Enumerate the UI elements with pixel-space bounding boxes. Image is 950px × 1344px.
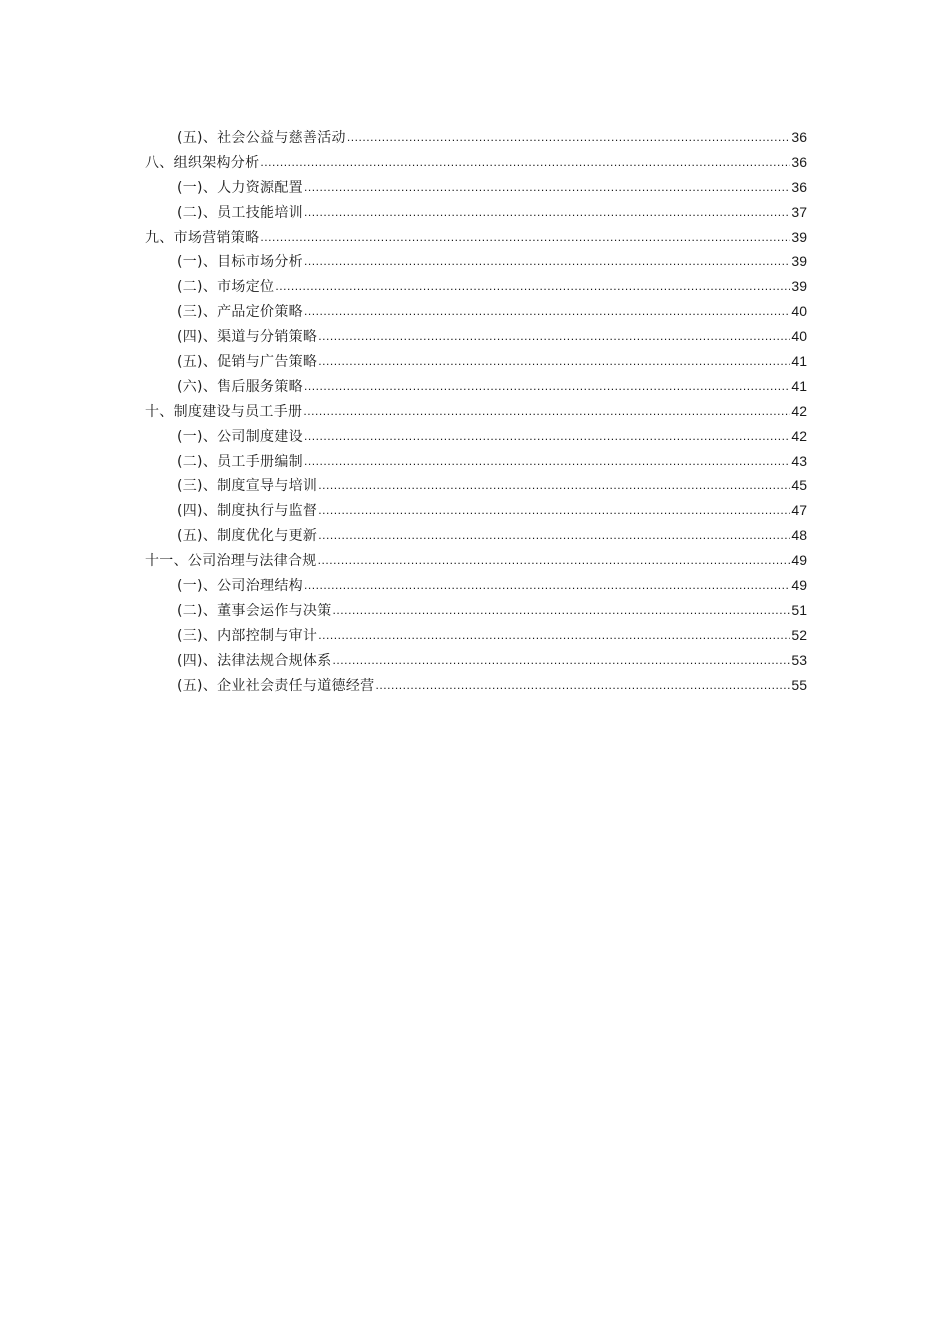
toc-entry-title: (五)、制度优化与更新 <box>177 528 318 545</box>
toc-dot-leader <box>304 424 790 449</box>
toc-page-number: 51 <box>791 601 807 618</box>
toc-entry[interactable] <box>145 498 807 523</box>
toc-entry-title: (二)、员工技能培训 <box>177 204 303 221</box>
toc-entry[interactable] <box>145 274 807 299</box>
toc-page-number: 41 <box>791 353 807 370</box>
toc-entry-title: (二)、市场定位 <box>177 279 275 296</box>
toc-entry[interactable] <box>145 424 807 449</box>
toc-entry[interactable] <box>145 324 807 349</box>
toc-entry-title: (三)、制度宣导与培训 <box>177 478 318 495</box>
toc-dot-leader <box>304 573 790 598</box>
toc-dot-leader <box>275 274 790 299</box>
toc-entry[interactable] <box>145 150 807 175</box>
toc-entry[interactable] <box>145 249 807 274</box>
toc-entry-title: (五)、促销与广告策略 <box>177 354 318 371</box>
toc-dot-leader <box>318 324 790 349</box>
toc-page-number: 42 <box>791 427 807 444</box>
toc-dot-leader <box>260 225 790 250</box>
toc-page-number: 49 <box>791 552 807 569</box>
toc-entry-title: (五)、社会公益与慈善活动 <box>177 130 346 146</box>
toc-entry[interactable] <box>145 175 807 200</box>
toc-entry[interactable] <box>145 299 807 324</box>
toc-entry[interactable] <box>145 225 807 250</box>
toc-page-number: 36 <box>791 153 807 170</box>
toc-entry-title: (一)、公司制度建设 <box>177 428 303 445</box>
toc-entry-title: (三)、产品定价策略 <box>177 304 303 321</box>
toc-entry-title: 九、市场营销策略 <box>145 229 260 246</box>
toc-dot-leader <box>318 473 790 498</box>
toc-page-number: 36 <box>791 129 807 145</box>
toc-dot-leader <box>333 648 791 673</box>
toc-entry[interactable] <box>145 598 807 623</box>
toc-page-number: 55 <box>791 676 807 693</box>
toc-dot-leader <box>304 299 790 324</box>
toc-dot-leader <box>304 200 790 225</box>
toc-entry-title: 十、制度建设与员工手册 <box>145 403 303 420</box>
toc-dot-leader <box>318 623 790 648</box>
toc-dot-leader <box>333 598 791 623</box>
toc-page-number: 43 <box>791 452 807 469</box>
toc-entry[interactable] <box>145 200 807 225</box>
toc-dot-leader <box>304 449 790 474</box>
toc-entry-title: (一)、公司治理结构 <box>177 578 303 595</box>
toc-page-number: 39 <box>791 228 807 245</box>
toc-page-number: 41 <box>791 377 807 394</box>
toc-entry-title: (二)、员工手册编制 <box>177 453 303 470</box>
toc-page-number: 53 <box>791 651 807 668</box>
toc-page-number: 40 <box>791 328 807 345</box>
toc-page-number: 37 <box>791 203 807 220</box>
toc-entry[interactable] <box>145 548 807 573</box>
toc-entry[interactable] <box>145 399 807 424</box>
toc-entry-title: (一)、目标市场分析 <box>177 254 303 271</box>
toc-entry-title: (六)、售后服务策略 <box>177 378 303 395</box>
toc-dot-leader <box>318 498 790 523</box>
toc-entry[interactable] <box>145 349 807 374</box>
toc-page-number: 52 <box>791 626 807 643</box>
toc-entry[interactable] <box>145 523 807 548</box>
toc-dot-leader <box>304 374 790 399</box>
toc-entry[interactable] <box>145 125 807 150</box>
toc-entry-title: (二)、董事会运作与决策 <box>177 602 332 619</box>
toc-dot-leader <box>260 150 790 175</box>
toc-entry-title: (五)、企业社会责任与道德经营 <box>177 677 375 694</box>
toc-entry-title: (四)、法律法规合规体系 <box>177 652 332 669</box>
toc-page-number: 47 <box>791 502 807 519</box>
toc-dot-leader <box>318 548 791 573</box>
toc-dot-leader <box>304 249 790 274</box>
toc-entry[interactable] <box>145 374 807 399</box>
toc-page-number: 48 <box>791 527 807 544</box>
toc-entry[interactable] <box>145 473 807 498</box>
toc-dot-leader <box>318 349 790 374</box>
toc-entry-title: (四)、制度执行与监督 <box>177 503 318 520</box>
toc-dot-leader <box>303 399 790 424</box>
toc-entry[interactable] <box>145 623 807 648</box>
toc-page-number: 39 <box>791 253 807 270</box>
toc-entry[interactable] <box>145 673 807 698</box>
toc-page-number: 45 <box>791 477 807 494</box>
table-of-contents <box>145 125 807 697</box>
toc-page-number: 40 <box>791 303 807 320</box>
toc-entry-title: 十一、公司治理与法律合规 <box>145 553 317 570</box>
toc-entry[interactable] <box>145 573 807 598</box>
toc-page-number: 49 <box>791 577 807 594</box>
toc-dot-leader <box>318 523 790 548</box>
toc-entry-title: (三)、内部控制与审计 <box>177 627 318 644</box>
toc-entry-title: 八、组织架构分析 <box>145 154 260 171</box>
toc-entry-title: (四)、渠道与分销策略 <box>177 329 318 346</box>
toc-page-number: 42 <box>791 402 807 419</box>
toc-entry-title: (一)、人力资源配置 <box>177 179 303 196</box>
toc-page-number: 36 <box>791 178 807 195</box>
toc-dot-leader <box>304 175 790 200</box>
toc-page-number: 39 <box>791 278 807 295</box>
toc-dot-leader <box>375 673 790 698</box>
toc-entry[interactable] <box>145 648 807 673</box>
toc-entry[interactable] <box>145 449 807 474</box>
toc-dot-leader <box>347 125 791 150</box>
